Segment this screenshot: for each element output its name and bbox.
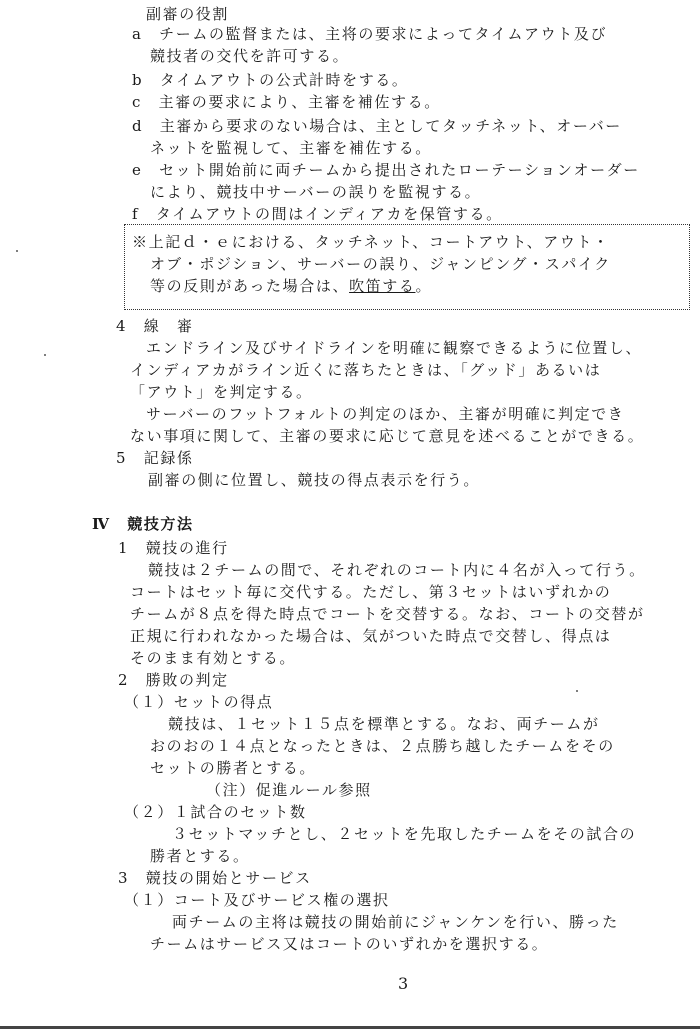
fukushin-item-b: b タイムアウトの公式計時をする。 bbox=[132, 71, 409, 89]
scan-speck bbox=[44, 354, 46, 356]
p3-1-heading: （１）コート及びサービス権の選択 bbox=[124, 891, 390, 909]
p2-1-line1: 競技は、１セット１５点を標準とする。なお、両チームが bbox=[168, 715, 600, 733]
scan-speck bbox=[576, 690, 578, 692]
p1-line2: コートはセット毎に交代する。ただし、第３セットはいずれかの bbox=[130, 583, 612, 601]
p2-1-line2: おのおの１４点となったときは、２点勝ち越したチームをその bbox=[150, 737, 615, 755]
p2-2-heading: （２）１試合のセット数 bbox=[124, 803, 307, 821]
p2-heading: 2 勝敗の判定 bbox=[118, 671, 229, 689]
senshin-heading: 4 線 審 bbox=[116, 317, 194, 335]
p1-line5: そのまま有効とする。 bbox=[130, 649, 297, 667]
fukushin-heading: 副審の役割 bbox=[146, 5, 230, 23]
fukushin-item-a-line2: 競技者の交代を許可する。 bbox=[150, 47, 350, 65]
senshin-line1: エンドライン及びサイドラインを明確に観察できるように位置し、 bbox=[146, 339, 643, 357]
fukushin-item-f: f タイムアウトの間はインディアカを保管する。 bbox=[132, 205, 503, 223]
page-number: 3 bbox=[398, 974, 410, 993]
senshin-line4: サーバーのフットフォルトの判定のほか、主審が明確に判定でき bbox=[146, 405, 625, 423]
fukushin-item-a-line1: a チームの監督または、主将の要求によってタイムアウト及び bbox=[132, 25, 608, 43]
section-4-heading: Ⅳ 競技方法 bbox=[92, 515, 194, 533]
bottom-edge-rule bbox=[0, 1026, 700, 1029]
p1-line3: チームが８点を得た時点でコートを交替する。なお、コートの交替が bbox=[130, 605, 645, 623]
p3-1-line1: 両チームの主将は競技の開始前にジャンケンを行い、勝った bbox=[172, 913, 619, 931]
p2-1-note: （注）促進ルール参照 bbox=[206, 781, 372, 799]
p3-heading: 3 競技の開始とサービス bbox=[118, 869, 312, 887]
p1-line1: 競技は２チームの間で、それぞれのコート内に４名が入って行う。 bbox=[148, 561, 646, 579]
fukushin-item-e-line2: により、競技中サーバーの誤りを監視する。 bbox=[150, 183, 482, 201]
note-line3 bbox=[150, 276, 432, 296]
note-line1: ※上記ｄ・ｅにおける、タッチネット、コートアウト、アウト・ bbox=[132, 233, 610, 251]
senshin-line3: 「アウト」を判定する。 bbox=[130, 383, 313, 401]
fukushin-item-d-line1: d 主審から要求のない場合は、主としてタッチネット、オーバー bbox=[132, 117, 622, 135]
note-line3-prefix: 等の反則があった場合は、 bbox=[150, 277, 350, 295]
fukushin-item-e-line1: e セット開始前に両チームから提出されたローテーションオーダー bbox=[132, 161, 640, 179]
p2-2-line2: 勝者とする。 bbox=[150, 847, 250, 865]
note-underlined-whistle: 吹笛する bbox=[349, 277, 416, 295]
note-line3-suffix: 。 bbox=[415, 277, 433, 295]
p1-line4: 正規に行われなかった場合は、気がついた時点で交替し、得点は bbox=[130, 627, 612, 645]
fukushin-item-c: c 主審の要求により、主審を補佐する。 bbox=[132, 93, 441, 111]
p2-2-line1: ３セットマッチとし、２セットを先取したチームをその試合の bbox=[172, 825, 637, 843]
p2-1-line3: セットの勝者とする。 bbox=[150, 759, 317, 777]
senshin-line2: インディアカがライン近くに落ちたときは、「グッド」あるいは bbox=[130, 361, 602, 379]
note-line2: オブ・ポジション、サーバーの誤り、ジャンピング・スパイク bbox=[150, 255, 611, 273]
senshin-line5: ない事項に関して、主審の要求に応じて意見を述べることができる。 bbox=[130, 427, 645, 445]
p3-1-line2: チームはサービス又はコートのいずれかを選択する。 bbox=[150, 935, 549, 953]
fukushin-item-d-line2: ネットを監視して、主審を補佐する。 bbox=[150, 139, 432, 157]
p2-1-heading: （１）セットの得点 bbox=[124, 693, 274, 711]
kiroku-line1: 副審の側に位置し、競技の得点表示を行う。 bbox=[148, 471, 481, 489]
kiroku-heading: 5 記録係 bbox=[116, 449, 194, 467]
scan-speck bbox=[16, 250, 18, 252]
p1-heading: 1 競技の進行 bbox=[118, 539, 229, 557]
